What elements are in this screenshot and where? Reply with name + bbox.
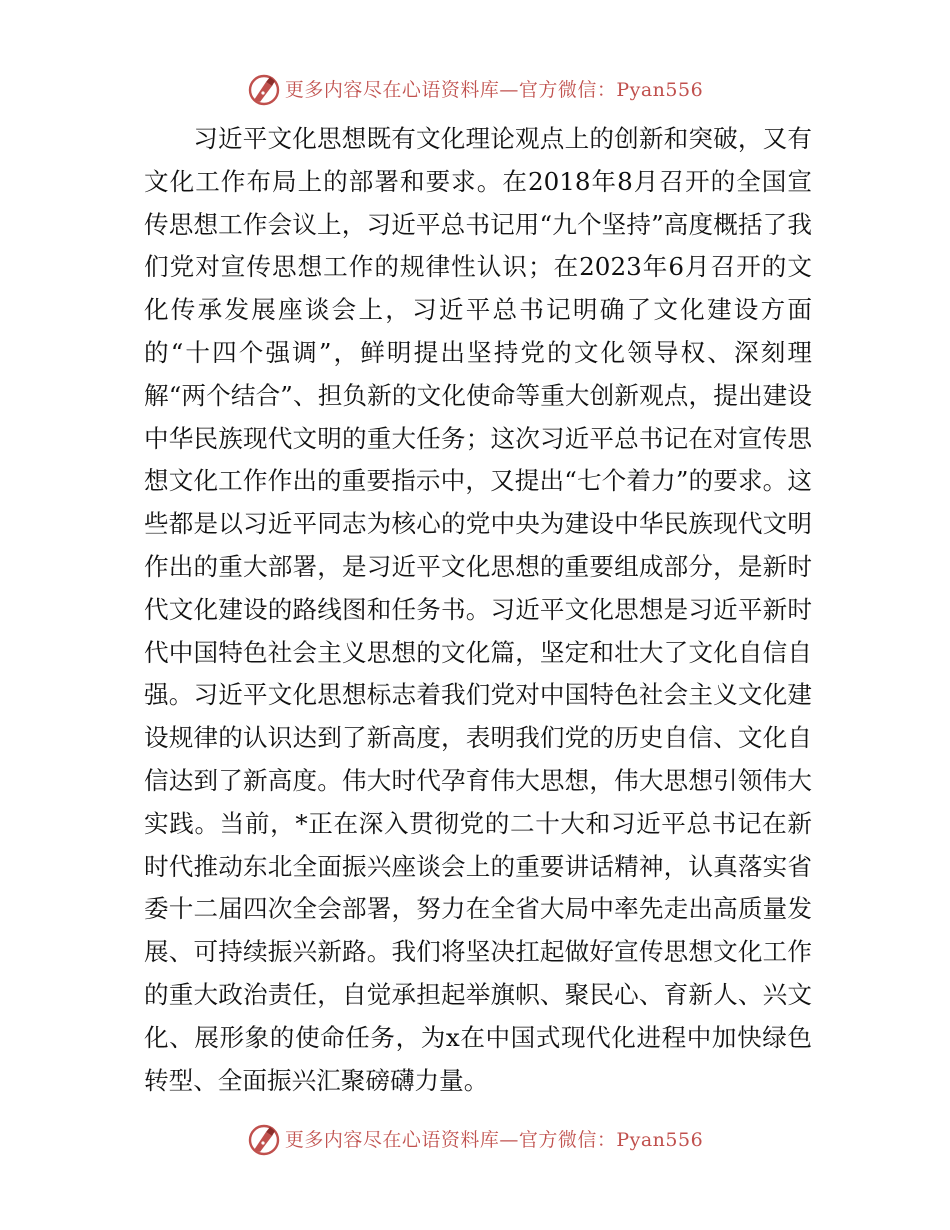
pen-nib-logo-icon: [247, 73, 281, 107]
header-banner-text: 更多内容尽在心语资料库—官方微信：Pyan556: [284, 79, 704, 101]
footer-banner: [0, 1122, 950, 1158]
header-banner: [0, 72, 950, 108]
pen-nib-logo-icon: [247, 1123, 281, 1157]
footer-banner-text: 更多内容尽在心语资料库—官方微信：Pyan556: [284, 1129, 704, 1151]
body-paragraph: 习近平文化思想既有文化理论观点上的创新和突破，又有文化工作布局上的部署和要求。在2018年8月召开的全国宣传思想工作会议上，习近平总书记用“九个坚持”高度概括了我们党对宣传思想工作的规律性认识；在2023年6月召开的文化传承发展座谈会上，习近平总书记明确了文化建设方面的“十四个强调”，鲜明提出坚持党的文化领导权、深刻理解“两个结合”、担负新的文化使命等重大创新观点，提出建设中华民族现代文明的重大任务；这次习近平总书记在对宣传思想文化工作作出的重要指示中，又提出“七个着力”的要求。这些都是以习近平同志为核心的党中央为建设中华民族现代文明作出的重大部署，是习近平文化思想的重要组成部分，是新时代文化建设的路线图和任务书。习近平文化思想是习近平新时代中国特色社会主义思想的文化篇，坚定和壮大了文化自信自强。习近平文化思想标志着我们党对中国特色社会主义文化建设规律的认识达到了新高度，表明我们党的历史自信、文化自信达到了新高度。伟大时代孕育伟大思想，伟大思想引领伟大实践。当前，*正在深入贯彻党的二十大和习近平总书记在新时代推动东北全面振兴座谈会上的重要讲话精神，认真落实省委十二届四次全会部署，努力在全省大局中率先走出高质量发展、可持续振兴新路。我们将坚决扛起做好宣传思想文化工作的重大政治责任，自觉承担起举旗帜、聚民心、育新人、兴文化、展形象的使命任务，为x在中国式现代化进程中加快绿色转型、全面振兴汇聚磅礴力量。: [144, 124, 812, 1095]
